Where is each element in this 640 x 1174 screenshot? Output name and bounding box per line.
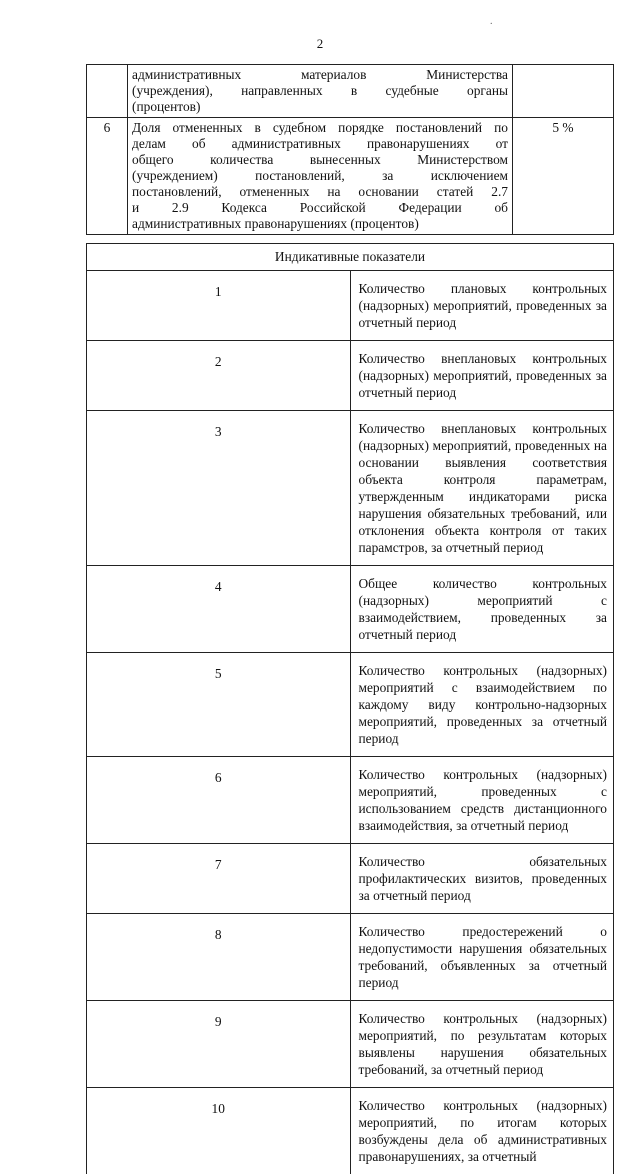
row-number: 7 (87, 844, 351, 914)
row-description: Количество контрольных (надзорных) мероприятий с взаимодействием по каждому виду контрольно-надзорных мероприятий, проведенных за отчетный период (350, 653, 614, 757)
row-number: 10 (87, 1088, 351, 1174)
text-line: общего количества вынесенных Министерством (132, 152, 508, 168)
row-description: Количество предостережений о недопустимости нарушения обязательных требований, объявленных за отчетный период (350, 914, 614, 1001)
text-line: делам об административных правонарушениях от (132, 136, 508, 152)
row-target-value: 5 % (513, 118, 614, 235)
scan-mark: . (490, 16, 493, 27)
table-row (87, 411, 614, 566)
table-row (87, 653, 614, 757)
page-number: 2 (0, 36, 640, 52)
row-description: Количество внеплановых контрольных (надзорных) мероприятий, проведенных на основании выявления соответствия объекта контроля параметрам, утвержденным индикаторами риска нарушения обязательных требований, или отклонения объекта контроля от таких парамстров, за отчетный период (350, 411, 614, 566)
table-row (87, 566, 614, 653)
table-row (87, 757, 614, 844)
table-row (87, 341, 614, 411)
table-row (87, 118, 614, 235)
row-number: 9 (87, 1001, 351, 1088)
row-number: 2 (87, 341, 351, 411)
row-number: 4 (87, 566, 351, 653)
row-number: 8 (87, 914, 351, 1001)
row-description: Общее количество контрольных (надзорных) мероприятий с взаимодействием, проведенных за отчетный период (350, 566, 614, 653)
table-row (87, 1001, 614, 1088)
text-line: административных правонарушениях (процентов) (132, 216, 508, 232)
text-line: административных материалов Министерства (132, 67, 508, 83)
section-header-row (87, 244, 614, 271)
row-description (128, 65, 513, 118)
table-row (87, 844, 614, 914)
row-number (87, 65, 128, 118)
row-description: Количество обязательных профилактических визитов, проведенных за отчетный период (350, 844, 614, 914)
section-heading: Индикативные показатели (87, 244, 614, 271)
criteria-table-continued (86, 64, 614, 235)
text-line: Доля отмененных в судебном порядке постановлений по (132, 120, 508, 136)
row-number: 6 (87, 118, 128, 235)
row-description: Количество контрольных (надзорных) мероприятий, по итогам которых возбуждены дела об административных правонарушениях, за отчетный (350, 1088, 614, 1174)
row-description: Количество контрольных (надзорных) мероприятий, по результатам которых выявлены нарушения обязательных требований, за отчетный период (350, 1001, 614, 1088)
table-row (87, 271, 614, 341)
text-line: и 2.9 Кодекса Российской Федерации об (132, 200, 508, 216)
table-row (87, 1088, 614, 1174)
row-description: Количество контрольных (надзорных) мероприятий, проведенных с использованием средств дистанционного взаимодействия, за отчетный период (350, 757, 614, 844)
row-description (128, 118, 513, 235)
text-line: (учреждения), направленных в судебные органы (132, 83, 508, 99)
row-target-value (513, 65, 614, 118)
row-description: Количество внеплановых контрольных (надзорных) мероприятий, проведенных за отчетный период (350, 341, 614, 411)
row-number: 6 (87, 757, 351, 844)
table-row (87, 914, 614, 1001)
text-line: (учреждением) постановлений, за исключением (132, 168, 508, 184)
text-line: (процентов) (132, 99, 508, 115)
table-row (87, 65, 614, 118)
indicative-indicators-table (86, 243, 614, 1174)
row-number: 1 (87, 271, 351, 341)
row-description: Количество плановых контрольных (надзорных) мероприятий, проведенных за отчетный период (350, 271, 614, 341)
text-line: постановлений, отмененных на основании статей 2.7 (132, 184, 508, 200)
row-number: 5 (87, 653, 351, 757)
row-number: 3 (87, 411, 351, 566)
